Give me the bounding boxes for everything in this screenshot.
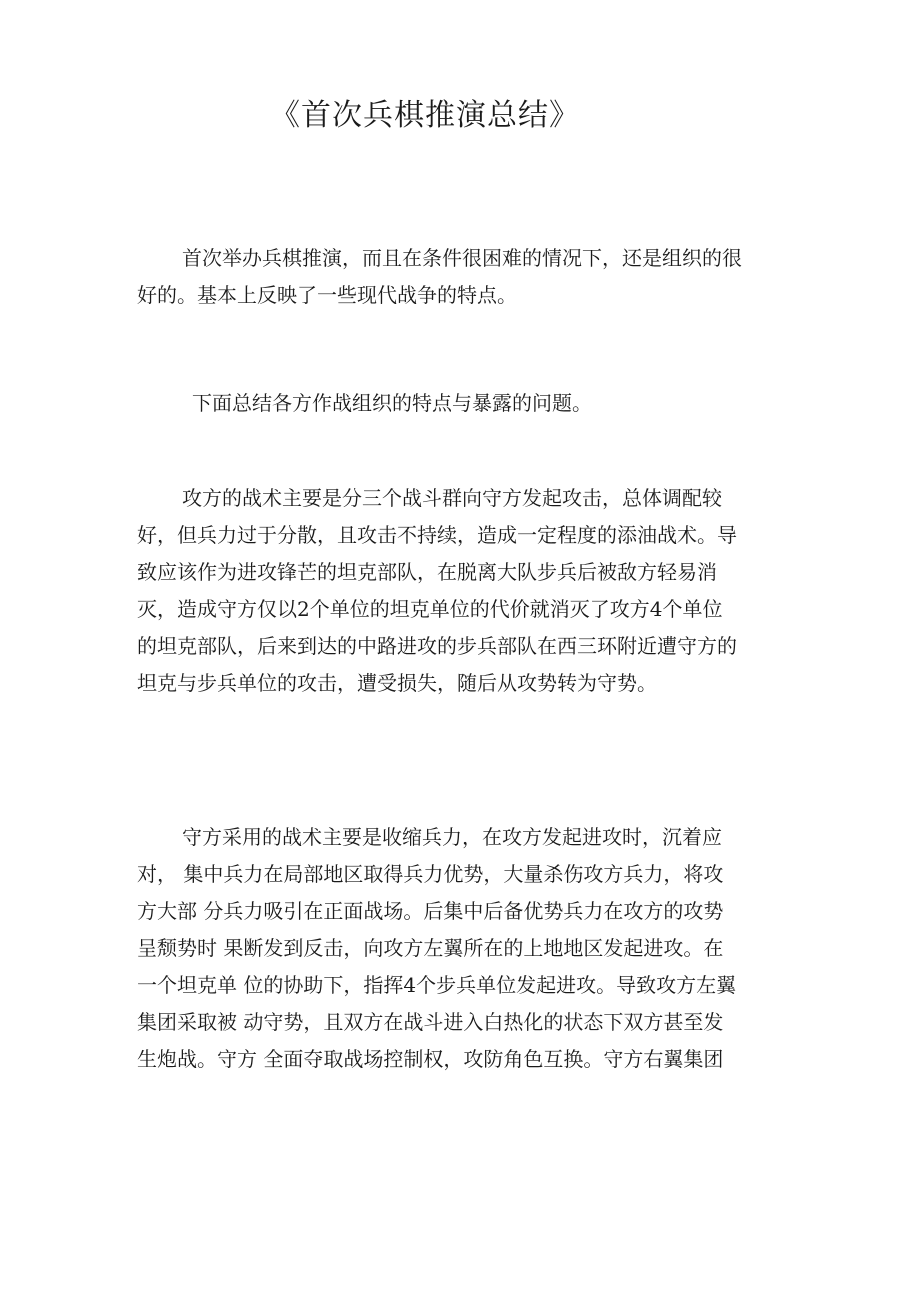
paragraph-line: 守方采用的战术主要是收缩兵力，在攻方发起进攻时，沉着应 xyxy=(182,825,722,849)
paragraph-line: 的坦克部队，后来到达的中路进攻的步兵部队在西三环附近遭守方的 xyxy=(137,634,737,658)
paragraph-line: 对， 集中兵力在局部地区取得兵力优势，大量杀伤攻方兵力，将攻 xyxy=(137,862,724,886)
paragraph-line: 坦克与步兵单位的攻击，遭受损失，随后从攻势转为守势。 xyxy=(137,671,657,695)
paragraph-line: 攻方的战术主要是分三个战斗群向守方发起攻击，总体调配较 xyxy=(182,486,722,510)
paragraph-line: 好的。基本上反映了一些现代战争的特点。 xyxy=(137,283,517,307)
paragraph-overview xyxy=(137,385,592,422)
paragraph-line: 下面总结各方作战组织的特点与暴露的问题。 xyxy=(192,391,592,415)
paragraph-line: 方大部 分兵力吸引在正面战场。后集中后备优势兵力在攻方的攻势 xyxy=(137,899,724,923)
paragraph-line: 致应该作为进攻锋芒的坦克部队，在脱离大队步兵后被敌方轻易消 xyxy=(137,560,717,584)
paragraph-line: 生炮战。守方 全面夺取战场控制权，攻防角色互换。守方右翼集团 xyxy=(137,1047,724,1071)
paragraph-intro xyxy=(137,240,742,314)
paragraph-line: 好，但兵力过于分散，且攻击不持续，造成一定程度的添油战术。导 xyxy=(137,523,737,547)
paragraph-line: 一个坦克单 位的协助下，指挥4个步兵单位发起进攻。导致攻方左翼 xyxy=(137,973,737,997)
paragraph-line: 首次举办兵棋推演，而且在条件很困难的情况下，还是组织的很 xyxy=(182,246,742,270)
paragraph-attacker xyxy=(137,480,737,702)
document-title: 《首次兵棋推演总结》 xyxy=(270,98,580,133)
paragraph-line: 集团采取被 动守势，且双方在战斗进入白热化的状态下双方甚至发 xyxy=(137,1010,724,1034)
paragraph-line: 呈颓势时 果断发到反击，向攻方左翼所在的上地地区发起进攻。在 xyxy=(137,936,724,960)
paragraph-defender xyxy=(137,819,736,1078)
paragraph-line: 灭，造成守方仅以2个单位的坦克单位的代价就消灭了攻方4个单位 xyxy=(137,597,723,621)
